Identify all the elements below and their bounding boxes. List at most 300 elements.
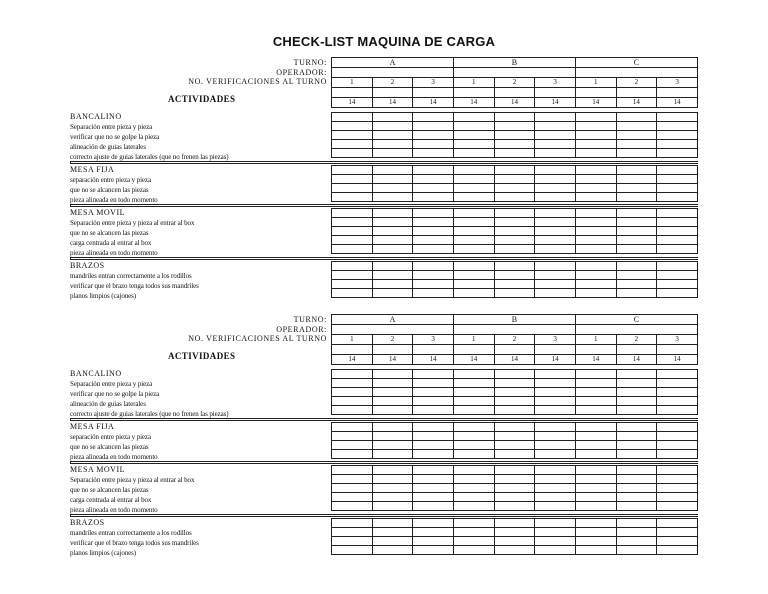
check-cell[interactable] — [413, 519, 454, 528]
check-cell[interactable] — [657, 475, 698, 484]
check-cell[interactable] — [413, 227, 454, 236]
check-cell[interactable] — [372, 450, 413, 459]
check-cell[interactable] — [575, 484, 616, 493]
check-cell[interactable] — [372, 441, 413, 450]
check-cell[interactable] — [535, 441, 576, 450]
check-cell[interactable] — [413, 184, 454, 193]
check-cell[interactable] — [453, 475, 494, 484]
check-cell[interactable] — [453, 193, 494, 202]
check-cell[interactable] — [535, 432, 576, 441]
check-cell[interactable] — [413, 245, 454, 254]
check-cell[interactable] — [413, 475, 454, 484]
check-cell[interactable] — [657, 493, 698, 502]
check-cell[interactable] — [453, 493, 494, 502]
check-cell[interactable] — [575, 227, 616, 236]
check-cell[interactable] — [535, 122, 576, 131]
check-cell[interactable] — [494, 184, 535, 193]
check-cell[interactable] — [657, 466, 698, 475]
check-cell[interactable] — [535, 484, 576, 493]
check-cell[interactable] — [332, 397, 373, 406]
check-cell[interactable] — [453, 466, 494, 475]
check-cell[interactable] — [657, 379, 698, 388]
check-cell[interactable] — [535, 262, 576, 271]
check-cell[interactable] — [657, 289, 698, 298]
check-cell[interactable] — [657, 537, 698, 546]
check-cell[interactable] — [332, 271, 373, 280]
check-cell[interactable] — [372, 227, 413, 236]
check-cell[interactable] — [413, 149, 454, 158]
check-cell[interactable] — [575, 519, 616, 528]
check-cell[interactable] — [657, 131, 698, 140]
check-cell[interactable] — [657, 370, 698, 379]
check-cell[interactable] — [413, 289, 454, 298]
check-cell[interactable] — [413, 370, 454, 379]
check-cell[interactable] — [575, 209, 616, 218]
check-cell[interactable] — [453, 528, 494, 537]
check-cell[interactable] — [616, 166, 657, 175]
check-cell[interactable] — [372, 218, 413, 227]
check-cell[interactable] — [413, 262, 454, 271]
check-cell[interactable] — [413, 280, 454, 289]
check-cell[interactable] — [657, 209, 698, 218]
check-cell[interactable] — [372, 271, 413, 280]
check-cell[interactable] — [616, 493, 657, 502]
check-cell[interactable] — [494, 484, 535, 493]
check-cell[interactable] — [657, 441, 698, 450]
check-cell[interactable] — [453, 271, 494, 280]
check-cell[interactable] — [453, 370, 494, 379]
check-cell[interactable] — [616, 227, 657, 236]
check-cell[interactable] — [413, 397, 454, 406]
check-cell[interactable] — [535, 149, 576, 158]
check-cell[interactable] — [575, 289, 616, 298]
check-cell[interactable] — [494, 493, 535, 502]
check-cell[interactable] — [372, 175, 413, 184]
check-cell[interactable] — [453, 432, 494, 441]
check-cell[interactable] — [332, 113, 373, 122]
check-cell[interactable] — [453, 484, 494, 493]
check-cell[interactable] — [494, 113, 535, 122]
check-cell[interactable] — [616, 140, 657, 149]
check-cell[interactable] — [535, 175, 576, 184]
check-cell[interactable] — [657, 175, 698, 184]
check-cell[interactable] — [657, 519, 698, 528]
check-cell[interactable] — [575, 245, 616, 254]
check-cell[interactable] — [332, 502, 373, 511]
check-cell[interactable] — [657, 450, 698, 459]
check-cell[interactable] — [535, 193, 576, 202]
check-cell[interactable] — [332, 441, 373, 450]
check-cell[interactable] — [332, 423, 373, 432]
check-cell[interactable] — [575, 475, 616, 484]
operador-cell[interactable] — [575, 325, 697, 335]
check-cell[interactable] — [332, 450, 373, 459]
check-cell[interactable] — [616, 236, 657, 245]
check-cell[interactable] — [657, 140, 698, 149]
check-cell[interactable] — [372, 406, 413, 415]
check-cell[interactable] — [535, 289, 576, 298]
check-cell[interactable] — [494, 475, 535, 484]
check-cell[interactable] — [413, 406, 454, 415]
check-cell[interactable] — [372, 388, 413, 397]
check-cell[interactable] — [372, 528, 413, 537]
check-cell[interactable] — [575, 466, 616, 475]
check-cell[interactable] — [494, 236, 535, 245]
check-cell[interactable] — [616, 209, 657, 218]
check-cell[interactable] — [332, 466, 373, 475]
check-cell[interactable] — [332, 379, 373, 388]
check-cell[interactable] — [657, 406, 698, 415]
check-cell[interactable] — [494, 131, 535, 140]
check-cell[interactable] — [494, 450, 535, 459]
check-cell[interactable] — [575, 537, 616, 546]
check-cell[interactable] — [413, 131, 454, 140]
check-cell[interactable] — [332, 519, 373, 528]
check-cell[interactable] — [616, 537, 657, 546]
check-cell[interactable] — [616, 113, 657, 122]
check-cell[interactable] — [535, 166, 576, 175]
check-cell[interactable] — [535, 379, 576, 388]
check-cell[interactable] — [535, 502, 576, 511]
check-cell[interactable] — [535, 280, 576, 289]
check-cell[interactable] — [453, 227, 494, 236]
check-cell[interactable] — [413, 423, 454, 432]
check-cell[interactable] — [616, 175, 657, 184]
check-cell[interactable] — [332, 388, 373, 397]
check-cell[interactable] — [616, 184, 657, 193]
check-cell[interactable] — [575, 370, 616, 379]
check-cell[interactable] — [575, 546, 616, 555]
check-cell[interactable] — [494, 175, 535, 184]
check-cell[interactable] — [616, 193, 657, 202]
check-cell[interactable] — [494, 370, 535, 379]
check-cell[interactable] — [494, 388, 535, 397]
check-cell[interactable] — [413, 450, 454, 459]
check-cell[interactable] — [453, 397, 494, 406]
check-cell[interactable] — [616, 218, 657, 227]
check-cell[interactable] — [413, 218, 454, 227]
check-cell[interactable] — [535, 370, 576, 379]
check-cell[interactable] — [453, 175, 494, 184]
check-cell[interactable] — [332, 245, 373, 254]
check-cell[interactable] — [332, 218, 373, 227]
check-cell[interactable] — [453, 245, 494, 254]
check-cell[interactable] — [494, 423, 535, 432]
check-cell[interactable] — [535, 406, 576, 415]
check-cell[interactable] — [575, 493, 616, 502]
check-cell[interactable] — [535, 475, 576, 484]
check-cell[interactable] — [413, 271, 454, 280]
check-cell[interactable] — [535, 227, 576, 236]
check-cell[interactable] — [332, 537, 373, 546]
check-cell[interactable] — [494, 432, 535, 441]
check-cell[interactable] — [372, 537, 413, 546]
check-cell[interactable] — [494, 519, 535, 528]
check-cell[interactable] — [535, 466, 576, 475]
check-cell[interactable] — [372, 379, 413, 388]
check-cell[interactable] — [332, 122, 373, 131]
check-cell[interactable] — [575, 441, 616, 450]
check-cell[interactable] — [413, 193, 454, 202]
check-cell[interactable] — [332, 280, 373, 289]
check-cell[interactable] — [657, 280, 698, 289]
check-cell[interactable] — [453, 502, 494, 511]
check-cell[interactable] — [453, 209, 494, 218]
check-cell[interactable] — [453, 546, 494, 555]
check-cell[interactable] — [575, 175, 616, 184]
check-cell[interactable] — [657, 484, 698, 493]
check-cell[interactable] — [616, 271, 657, 280]
check-cell[interactable] — [413, 441, 454, 450]
check-cell[interactable] — [494, 271, 535, 280]
check-cell[interactable] — [535, 184, 576, 193]
check-cell[interactable] — [657, 432, 698, 441]
check-cell[interactable] — [494, 546, 535, 555]
check-cell[interactable] — [535, 209, 576, 218]
check-cell[interactable] — [372, 423, 413, 432]
check-cell[interactable] — [657, 388, 698, 397]
check-cell[interactable] — [575, 450, 616, 459]
check-cell[interactable] — [372, 140, 413, 149]
check-cell[interactable] — [494, 528, 535, 537]
check-cell[interactable] — [413, 379, 454, 388]
check-cell[interactable] — [657, 113, 698, 122]
check-cell[interactable] — [372, 122, 413, 131]
check-cell[interactable] — [494, 537, 535, 546]
operador-cell[interactable] — [575, 68, 697, 78]
check-cell[interactable] — [372, 113, 413, 122]
check-cell[interactable] — [616, 466, 657, 475]
check-cell[interactable] — [494, 502, 535, 511]
check-cell[interactable] — [616, 406, 657, 415]
check-cell[interactable] — [575, 236, 616, 245]
check-cell[interactable] — [372, 546, 413, 555]
check-cell[interactable] — [616, 131, 657, 140]
check-cell[interactable] — [453, 289, 494, 298]
check-cell[interactable] — [616, 262, 657, 271]
check-cell[interactable] — [657, 149, 698, 158]
check-cell[interactable] — [453, 537, 494, 546]
check-cell[interactable] — [372, 466, 413, 475]
check-cell[interactable] — [494, 227, 535, 236]
check-cell[interactable] — [494, 245, 535, 254]
check-cell[interactable] — [535, 397, 576, 406]
check-cell[interactable] — [616, 379, 657, 388]
check-cell[interactable] — [616, 484, 657, 493]
check-cell[interactable] — [372, 193, 413, 202]
check-cell[interactable] — [535, 218, 576, 227]
check-cell[interactable] — [616, 528, 657, 537]
check-cell[interactable] — [332, 475, 373, 484]
check-cell[interactable] — [332, 262, 373, 271]
check-cell[interactable] — [494, 397, 535, 406]
check-cell[interactable] — [494, 406, 535, 415]
check-cell[interactable] — [657, 271, 698, 280]
check-cell[interactable] — [332, 484, 373, 493]
check-cell[interactable] — [372, 166, 413, 175]
check-cell[interactable] — [453, 262, 494, 271]
check-cell[interactable] — [535, 546, 576, 555]
check-cell[interactable] — [332, 166, 373, 175]
check-cell[interactable] — [616, 388, 657, 397]
check-cell[interactable] — [413, 122, 454, 131]
check-cell[interactable] — [575, 397, 616, 406]
check-cell[interactable] — [657, 397, 698, 406]
check-cell[interactable] — [494, 209, 535, 218]
check-cell[interactable] — [453, 423, 494, 432]
check-cell[interactable] — [616, 423, 657, 432]
check-cell[interactable] — [616, 397, 657, 406]
check-cell[interactable] — [372, 493, 413, 502]
check-cell[interactable] — [413, 166, 454, 175]
check-cell[interactable] — [575, 388, 616, 397]
check-cell[interactable] — [372, 280, 413, 289]
check-cell[interactable] — [332, 370, 373, 379]
check-cell[interactable] — [332, 131, 373, 140]
check-cell[interactable] — [616, 519, 657, 528]
check-cell[interactable] — [657, 502, 698, 511]
check-cell[interactable] — [575, 262, 616, 271]
check-cell[interactable] — [575, 140, 616, 149]
check-cell[interactable] — [332, 528, 373, 537]
check-cell[interactable] — [332, 236, 373, 245]
check-cell[interactable] — [575, 432, 616, 441]
check-cell[interactable] — [332, 406, 373, 415]
check-cell[interactable] — [332, 149, 373, 158]
check-cell[interactable] — [413, 432, 454, 441]
check-cell[interactable] — [494, 193, 535, 202]
check-cell[interactable] — [616, 370, 657, 379]
check-cell[interactable] — [413, 113, 454, 122]
check-cell[interactable] — [616, 432, 657, 441]
check-cell[interactable] — [616, 280, 657, 289]
check-cell[interactable] — [453, 519, 494, 528]
check-cell[interactable] — [453, 236, 494, 245]
check-cell[interactable] — [535, 271, 576, 280]
check-cell[interactable] — [332, 289, 373, 298]
check-cell[interactable] — [332, 184, 373, 193]
check-cell[interactable] — [332, 209, 373, 218]
check-cell[interactable] — [575, 528, 616, 537]
check-cell[interactable] — [332, 175, 373, 184]
check-cell[interactable] — [372, 209, 413, 218]
check-cell[interactable] — [453, 184, 494, 193]
check-cell[interactable] — [453, 406, 494, 415]
check-cell[interactable] — [332, 140, 373, 149]
check-cell[interactable] — [372, 184, 413, 193]
check-cell[interactable] — [413, 388, 454, 397]
operador-cell[interactable] — [332, 325, 454, 335]
check-cell[interactable] — [535, 236, 576, 245]
check-cell[interactable] — [616, 475, 657, 484]
check-cell[interactable] — [535, 245, 576, 254]
check-cell[interactable] — [372, 432, 413, 441]
check-cell[interactable] — [453, 379, 494, 388]
check-cell[interactable] — [372, 149, 413, 158]
check-cell[interactable] — [372, 262, 413, 271]
check-cell[interactable] — [372, 245, 413, 254]
check-cell[interactable] — [494, 379, 535, 388]
check-cell[interactable] — [332, 227, 373, 236]
check-cell[interactable] — [494, 466, 535, 475]
check-cell[interactable] — [372, 370, 413, 379]
check-cell[interactable] — [575, 502, 616, 511]
check-cell[interactable] — [494, 441, 535, 450]
check-cell[interactable] — [453, 450, 494, 459]
check-cell[interactable] — [453, 140, 494, 149]
check-cell[interactable] — [453, 149, 494, 158]
check-cell[interactable] — [657, 245, 698, 254]
check-cell[interactable] — [494, 149, 535, 158]
operador-cell[interactable] — [332, 68, 454, 78]
check-cell[interactable] — [535, 493, 576, 502]
check-cell[interactable] — [413, 466, 454, 475]
check-cell[interactable] — [616, 502, 657, 511]
check-cell[interactable] — [575, 131, 616, 140]
check-cell[interactable] — [494, 262, 535, 271]
check-cell[interactable] — [616, 546, 657, 555]
check-cell[interactable] — [494, 280, 535, 289]
check-cell[interactable] — [575, 379, 616, 388]
check-cell[interactable] — [616, 289, 657, 298]
check-cell[interactable] — [616, 450, 657, 459]
check-cell[interactable] — [372, 236, 413, 245]
check-cell[interactable] — [332, 193, 373, 202]
check-cell[interactable] — [657, 528, 698, 537]
operador-cell[interactable] — [453, 325, 575, 335]
check-cell[interactable] — [372, 475, 413, 484]
check-cell[interactable] — [575, 271, 616, 280]
check-cell[interactable] — [453, 166, 494, 175]
check-cell[interactable] — [535, 519, 576, 528]
check-cell[interactable] — [575, 113, 616, 122]
check-cell[interactable] — [413, 209, 454, 218]
check-cell[interactable] — [616, 441, 657, 450]
check-cell[interactable] — [453, 131, 494, 140]
check-cell[interactable] — [657, 184, 698, 193]
check-cell[interactable] — [332, 493, 373, 502]
check-cell[interactable] — [453, 218, 494, 227]
check-cell[interactable] — [657, 236, 698, 245]
check-cell[interactable] — [616, 149, 657, 158]
check-cell[interactable] — [453, 388, 494, 397]
check-cell[interactable] — [494, 140, 535, 149]
check-cell[interactable] — [372, 502, 413, 511]
check-cell[interactable] — [575, 166, 616, 175]
check-cell[interactable] — [372, 519, 413, 528]
check-cell[interactable] — [413, 537, 454, 546]
check-cell[interactable] — [657, 122, 698, 131]
check-cell[interactable] — [657, 218, 698, 227]
check-cell[interactable] — [453, 280, 494, 289]
check-cell[interactable] — [372, 484, 413, 493]
check-cell[interactable] — [575, 184, 616, 193]
check-cell[interactable] — [535, 113, 576, 122]
check-cell[interactable] — [575, 149, 616, 158]
check-cell[interactable] — [657, 227, 698, 236]
check-cell[interactable] — [332, 432, 373, 441]
check-cell[interactable] — [535, 528, 576, 537]
check-cell[interactable] — [413, 546, 454, 555]
check-cell[interactable] — [413, 236, 454, 245]
check-cell[interactable] — [535, 388, 576, 397]
check-cell[interactable] — [372, 131, 413, 140]
check-cell[interactable] — [575, 406, 616, 415]
check-cell[interactable] — [453, 113, 494, 122]
check-cell[interactable] — [575, 218, 616, 227]
check-cell[interactable] — [575, 122, 616, 131]
check-cell[interactable] — [535, 131, 576, 140]
